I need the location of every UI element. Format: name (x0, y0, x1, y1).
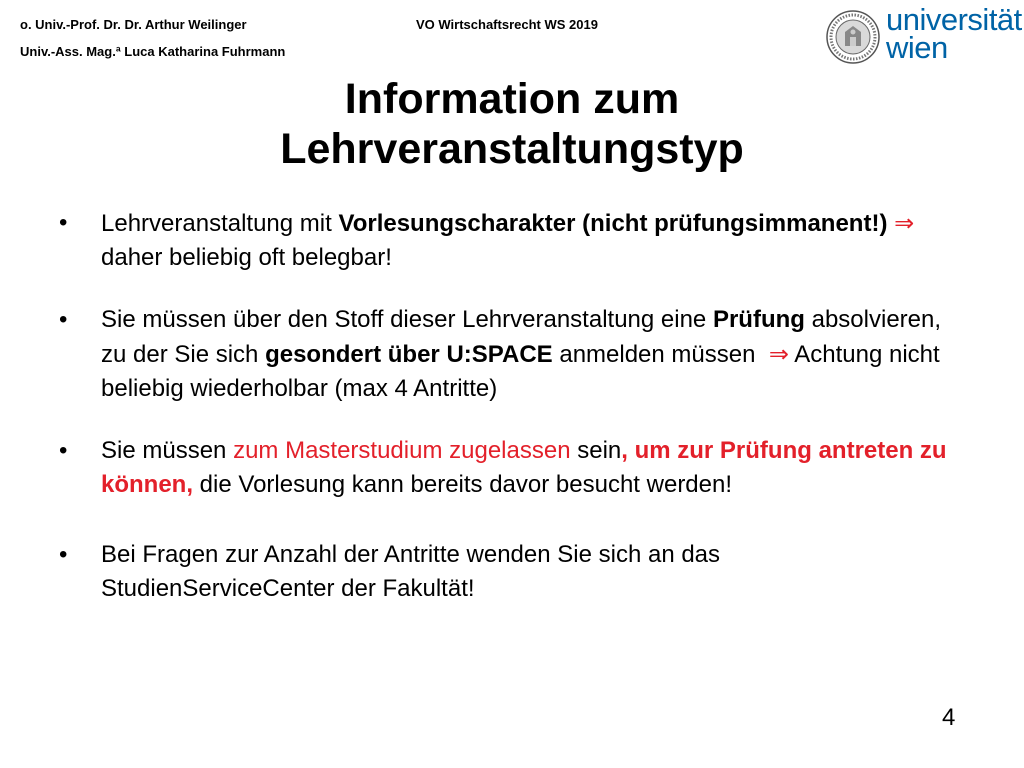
bullet-item (55, 206, 955, 275)
text-segment: absolvieren, zu der Sie sich (101, 306, 942, 368)
bullet-item (55, 303, 955, 406)
bullet-list (55, 206, 955, 606)
text-segment: die Vorlesung kann bereits davor besucht werden! (193, 471, 733, 498)
text-segment: anmelden (552, 341, 672, 368)
bullet-item (55, 434, 955, 502)
text-segment: sein (570, 437, 622, 464)
implies-arrow-icon: ⇒ (894, 209, 915, 237)
text-segment: Lehrveranstaltung mit (101, 210, 339, 237)
text-segment: Sie müssen (101, 437, 234, 464)
bullet-dot: • (59, 209, 68, 236)
bold-segment: Vorlesungscharakter (nicht prüfungsimmanent!) (338, 210, 888, 237)
slide-title-line-1: Information zum (344, 75, 680, 123)
header-assistant: Univ.-Ass. Mag.ª Luca Katharina Fuhrmann (20, 44, 286, 59)
header-professor: o. Univ.-Prof. Dr. Dr. Arthur Weilinger (20, 17, 247, 32)
bullet-item (55, 538, 955, 606)
bold-segment: gesondert über U:SPACE (265, 341, 553, 368)
university-logo (826, 2, 1022, 66)
highlighted-segment: zum Masterstudium zugelassen (233, 437, 571, 464)
bullet-dot: • (59, 306, 68, 333)
page-number: 4 (942, 704, 956, 731)
highlighted-bold-segment: , um zur Prüfung antreten zu können, (101, 437, 947, 498)
slide-title-line-2: Lehrveranstaltungstyp (280, 125, 744, 173)
university-seal-icon (826, 10, 880, 64)
logo-line-1: universität (886, 2, 1022, 37)
implies-arrow-icon: ⇒ (768, 340, 789, 368)
logo-wordmark (886, 2, 1022, 65)
header-course: VO Wirtschaftsrecht WS 2019 (416, 17, 598, 32)
text-segment: daher beliebig oft belegbar! (101, 244, 392, 271)
bold-segment: Prüfung (712, 306, 805, 333)
text-segment: Achtung nicht beliebig wiederholbar (max 4 Antritte) (101, 341, 940, 402)
bullet-dot: • (59, 541, 68, 568)
slide-title (0, 74, 1024, 174)
text-segment: müssen (671, 341, 756, 368)
bullet-dot: • (59, 437, 68, 464)
text-segment: Bei Fragen zur Anzahl der Antritte wenden Sie sich an das StudienServiceCenter der Fakultät! (101, 541, 721, 602)
text-segment: Sie müssen über den Stoff dieser Lehrveranstaltung eine (101, 306, 713, 333)
logo-line-2: wien (886, 30, 948, 65)
